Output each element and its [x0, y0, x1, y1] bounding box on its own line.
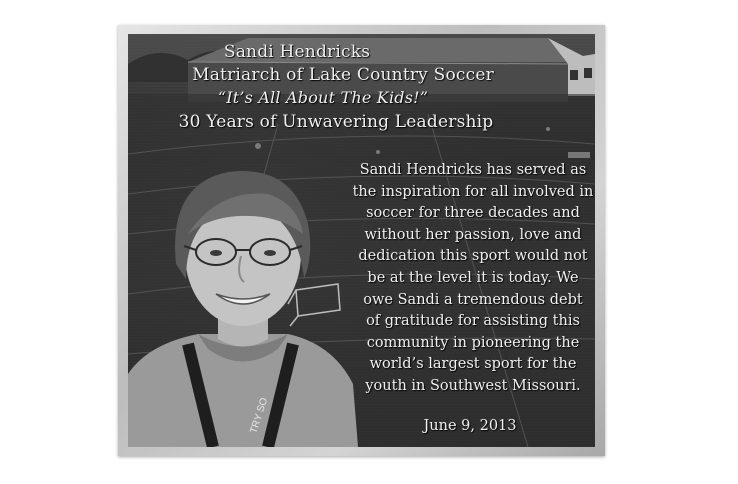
tribute-line: without her passion, love and	[364, 226, 582, 243]
tribute-line: youth in Southwest Missouri.	[365, 377, 581, 394]
tribute-line: be at the level it is today. We	[367, 269, 579, 286]
tribute-line: world’s largest sport for the	[369, 356, 577, 373]
plaque-subtitle: Matriarch of Lake Country Soccer	[192, 65, 494, 85]
tribute-line: community in pioneering the	[366, 334, 580, 351]
engraved-text	[128, 34, 595, 447]
plaque-face	[128, 34, 595, 447]
tribute-line: Sandi Hendricks has served as	[359, 162, 587, 178]
tribute-text	[342, 160, 595, 398]
plaque-name: Sandi Hendricks	[223, 42, 371, 62]
plaque-motto: “It’s All About The Kids!”	[217, 88, 429, 107]
plaque-frame	[118, 25, 605, 456]
tribute-line: owe Sandi a tremendous debt	[363, 291, 583, 308]
plaque-date: June 9, 2013	[423, 418, 517, 434]
plaque-tenure: 30 Years of Unwavering Leadership	[178, 112, 494, 132]
lanyard-text: TRY SO	[248, 396, 271, 435]
tribute-line: soccer for three decades and	[366, 205, 580, 222]
tribute-line: of gratitude for assisting this	[366, 313, 580, 330]
tribute-line: dedication this sport would not	[358, 248, 588, 265]
tribute-line: the inspiration for all involved in	[352, 183, 594, 200]
